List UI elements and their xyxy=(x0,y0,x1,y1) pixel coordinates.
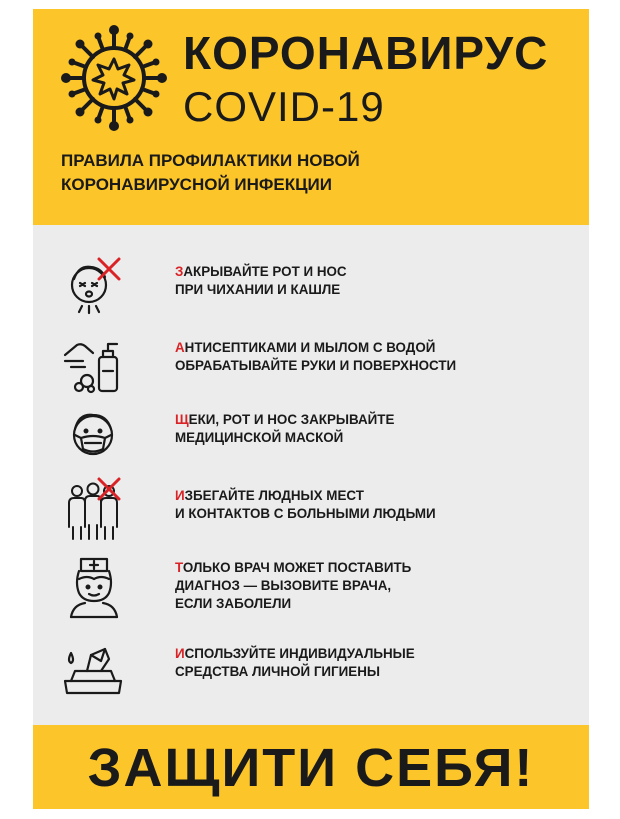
rule-initial: И xyxy=(175,646,185,661)
doctor-icon xyxy=(61,553,127,619)
poster-subtitle: COVID-19 xyxy=(183,83,385,130)
face-mask-icon xyxy=(61,403,127,469)
rule-line-rest: АКРЫВАЙТЕ РОТ И НОС xyxy=(183,264,347,279)
hand-washing-soap-icon xyxy=(61,331,127,397)
rule-line-rest: СПОЛЬЗУЙТЕ ИНДИВИДУАЛЬНЫЕ xyxy=(184,646,415,661)
rule-line-rest: ЗБЕГАЙТЕ ЛЮДНЫХ МЕСТ xyxy=(184,488,364,503)
poster xyxy=(33,9,589,809)
sneezing-face-crossed-icon xyxy=(61,255,127,321)
rule-line xyxy=(175,411,575,429)
rule-text xyxy=(175,559,575,613)
rule-line xyxy=(175,645,575,663)
rule-text xyxy=(175,487,575,523)
rule-line xyxy=(175,487,575,505)
rule-line: ПРИ ЧИХАНИИ И КАШЛЕ xyxy=(175,282,341,297)
rule-line-rest: НТИСЕПТИКАМИ И МЫЛОМ С ВОДОЙ xyxy=(184,340,436,355)
rule-text xyxy=(175,339,575,375)
virus-icon xyxy=(55,19,173,137)
rule-initial: Щ xyxy=(175,412,189,427)
rule-line-rest: ОЛЬКО ВРАЧ МОЖЕТ ПОСТАВИТЬ xyxy=(182,560,412,575)
rule-initial: Т xyxy=(175,560,183,575)
rule-line: ОБРАБАТЫВАЙТЕ РУКИ И ПОВЕРХНОСТИ xyxy=(175,358,457,373)
rule-initial: З xyxy=(175,264,184,279)
poster-footer xyxy=(33,725,589,809)
rules-heading-line: КОРОНАВИРУСНОЙ ИНФЕКЦИИ xyxy=(61,175,332,194)
rule-text xyxy=(175,263,575,299)
rule-line xyxy=(175,559,575,577)
rule-initial: А xyxy=(175,340,185,355)
rule-line-rest: ЕКИ, РОТ И НОС ЗАКРЫВАЙТЕ xyxy=(188,412,395,427)
rule-line: МЕДИЦИНСКОЙ МАСКОЙ xyxy=(175,430,344,445)
rule-initial: И xyxy=(175,488,185,503)
rule-line: ЕСЛИ ЗАБОЛЕЛИ xyxy=(175,596,292,611)
rule-line xyxy=(175,263,575,281)
rule-line: ДИАГНОЗ — ВЫЗОВИТЕ ВРАЧА, xyxy=(175,578,392,593)
poster-header xyxy=(33,9,589,225)
wet-wipes-icon xyxy=(61,639,127,705)
rules-panel xyxy=(33,225,589,725)
slogan: ЗАЩИТИ СЕБЯ! xyxy=(87,738,535,798)
rule-text xyxy=(175,645,575,681)
crowd-crossed-icon xyxy=(61,477,127,543)
rule-line: И КОНТАКТОВ С БОЛЬНЫМИ ЛЮДЬМИ xyxy=(175,506,436,521)
rules-heading xyxy=(61,149,571,197)
rules-heading-line: ПРАВИЛА ПРОФИЛАКТИКИ НОВОЙ xyxy=(61,151,360,170)
rule-text xyxy=(175,411,575,447)
rule-line xyxy=(175,339,575,357)
poster-title: КОРОНАВИРУС xyxy=(183,27,549,79)
rule-line: СРЕДСТВА ЛИЧНОЙ ГИГИЕНЫ xyxy=(175,664,380,679)
